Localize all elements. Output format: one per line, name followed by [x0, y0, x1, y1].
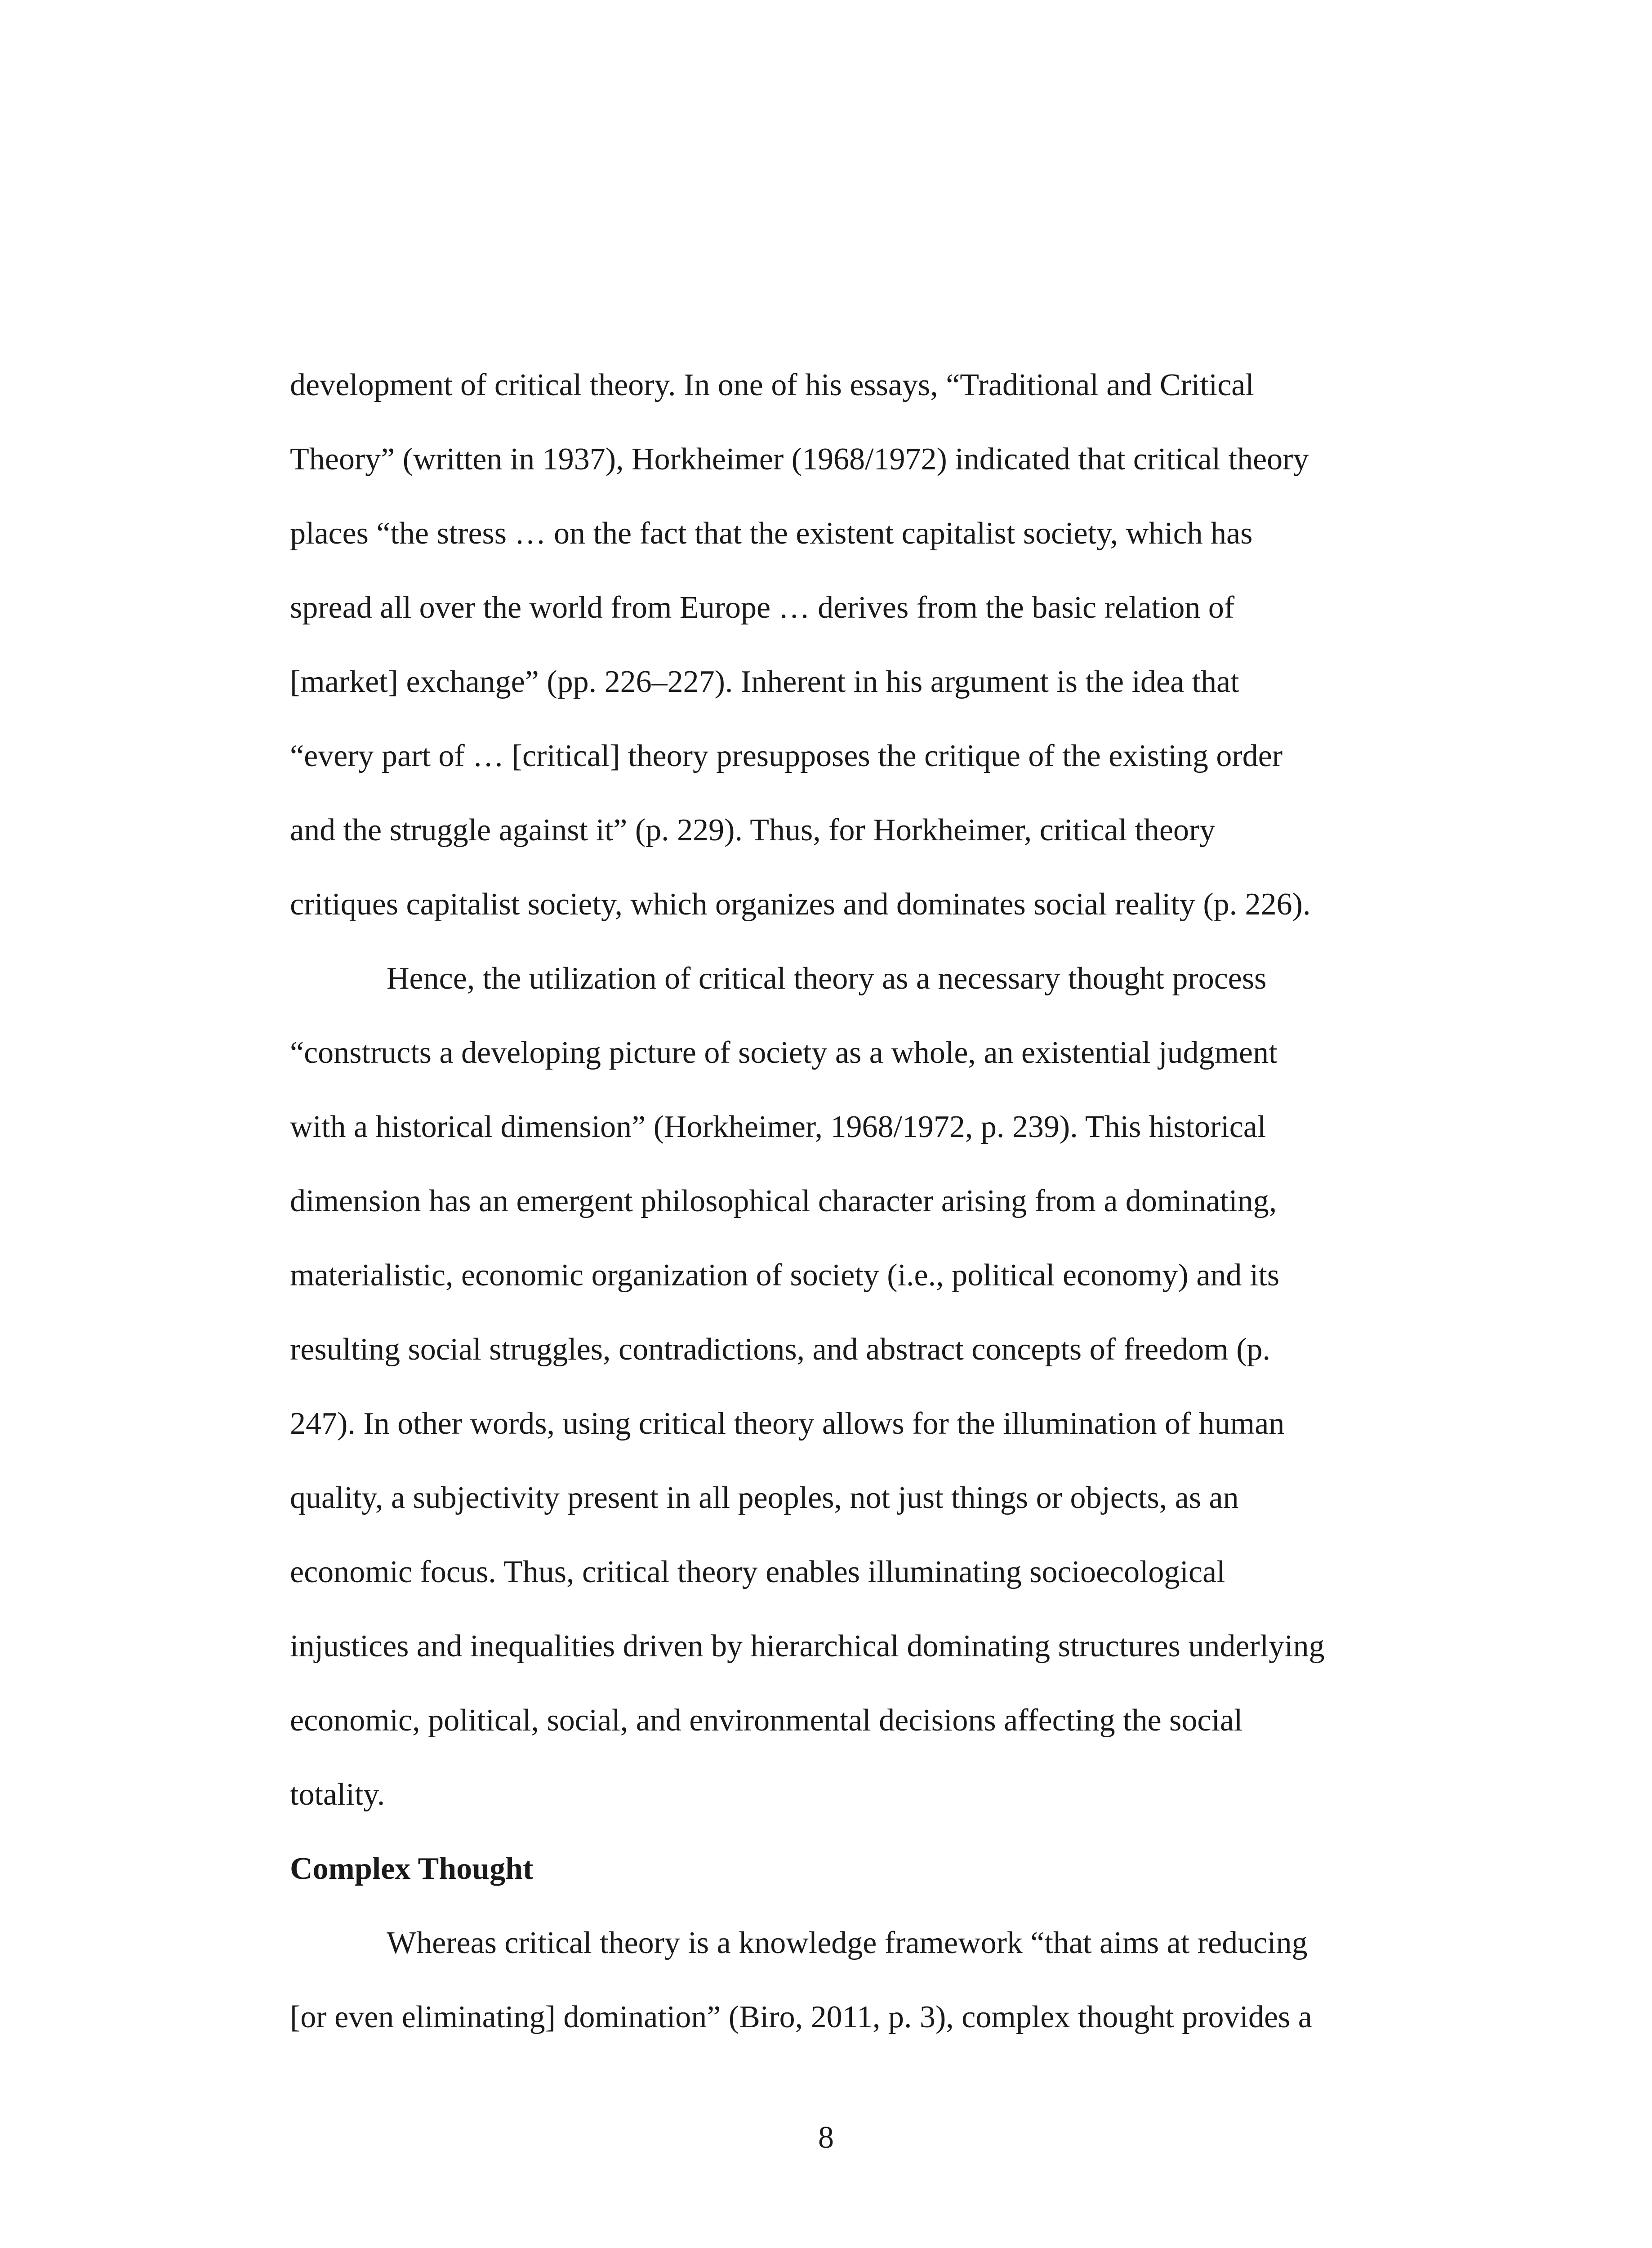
section-heading: Complex Thought	[290, 1851, 534, 1886]
text-line: economic, political, social, and environmental decisions affecting the social	[290, 1703, 1243, 1738]
text-line: “every part of … [critical] theory presupposes the critique of the existing order	[290, 739, 1283, 773]
text-line: Hence, the utilization of critical theory as a necessary thought process	[387, 961, 1267, 996]
text-line: totality.	[290, 1777, 385, 1812]
text-line: injustices and inequalities driven by hierarchical dominating structures underlying	[290, 1629, 1325, 1664]
body-text	[290, 370, 1355, 2076]
text-line: [market] exchange” (pp. 226–227). Inherent in his argument is the idea that	[290, 665, 1239, 699]
text-line: critiques capitalist society, which organizes and dominates social reality (p. 226).	[290, 887, 1311, 922]
page-number: 8	[818, 2120, 834, 2155]
text-line: quality, a subjectivity present in all peoples, not just things or objects, as an	[290, 1481, 1239, 1515]
text-line: “constructs a developing picture of society as a whole, an existential judgment	[290, 1035, 1278, 1070]
text-line: places “the stress … on the fact that the existent capitalist society, which has	[290, 516, 1253, 551]
text-line: 247). In other words, using critical theory allows for the illumination of human	[290, 1406, 1285, 1441]
text-line: resulting social struggles, contradictions, and abstract concepts of freedom (p.	[290, 1332, 1271, 1367]
text-line: and the struggle against it” (p. 229). Thus, for Horkheimer, critical theory	[290, 813, 1216, 847]
text-line: economic focus. Thus, critical theory enables illuminating socioecological	[290, 1555, 1225, 1589]
text-line: with a historical dimension” (Horkheimer, 1968/1972, p. 239). This historical	[290, 1110, 1266, 1144]
text-line: development of critical theory. In one of his essays, “Traditional and Critical	[290, 368, 1254, 402]
text-line: spread all over the world from Europe … derives from the basic relation of	[290, 590, 1235, 625]
text-line: materialistic, economic organization of society (i.e., political economy) and its	[290, 1258, 1280, 1293]
text-line: Theory” (written in 1937), Horkheimer (1968/1972) indicated that critical theory	[290, 442, 1309, 477]
text-line: [or even eliminating] domination” (Biro, 2011, p. 3), complex thought provides a	[290, 2000, 1312, 2034]
text-line: Whereas critical theory is a knowledge framework “that aims at reducing	[387, 1926, 1308, 1960]
text-line: dimension has an emergent philosophical character arising from a dominating,	[290, 1184, 1277, 1218]
